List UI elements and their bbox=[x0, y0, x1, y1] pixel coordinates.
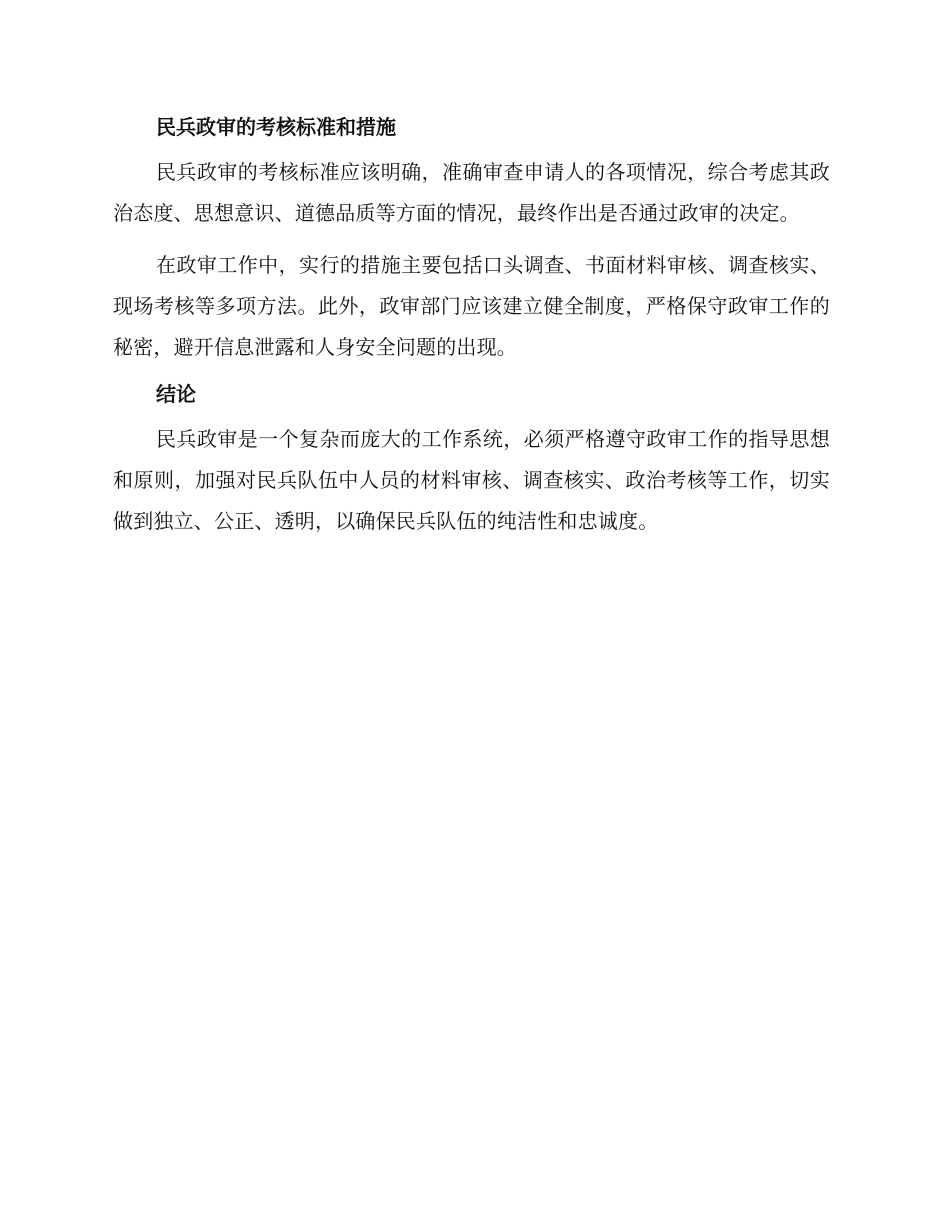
section-heading-standards: 民兵政审的考核标准和措施 bbox=[156, 115, 396, 139]
paragraph-standards: 民兵政审的考核标准应该明确，准确审查申请人的各项情况，综合考虑其政治态度、思想意识、道德品质等方面的情况，最终作出是否通过政审的决定。 bbox=[113, 160, 830, 225]
section-heading-conclusion: 结论 bbox=[156, 382, 196, 406]
paragraph-conclusion: 民兵政审是一个复杂而庞大的工作系统，必须严格遵守政审工作的指导思想和原则，加强对民兵队伍中人员的材料审核、调查核实、政治考核等工作，切实做到独立、公正、透明，以确保民兵队伍的纯洁性和忠诚度。 bbox=[113, 427, 830, 533]
document-body bbox=[113, 112, 830, 542]
paragraph-measures: 在政审工作中，实行的措施主要包括口头调查、书面材料审核、调查核实、现场考核等多项方法。此外，政审部门应该建立健全制度，严格保守政审工作的秘密，避开信息泄露和人身安全问题的出现。 bbox=[113, 253, 830, 359]
